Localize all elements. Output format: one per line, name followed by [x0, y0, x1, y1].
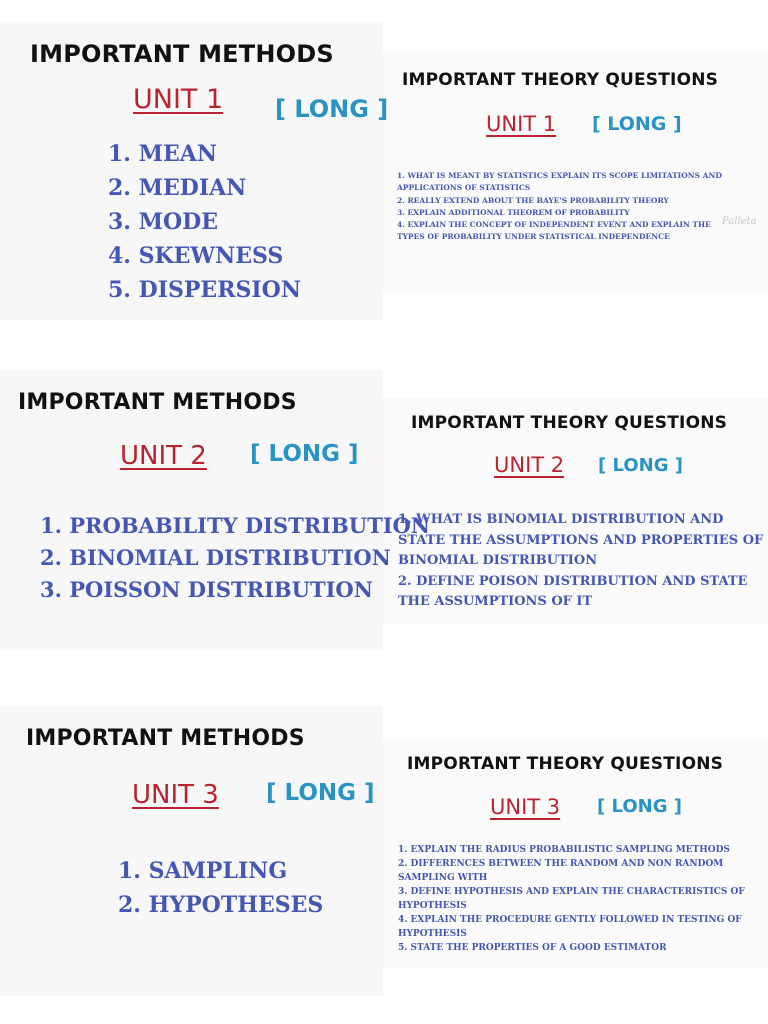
- method-item: 2. HYPOTHESES: [118, 892, 324, 918]
- methods-heading: IMPORTANT METHODS: [18, 390, 297, 415]
- unit-label: UNIT 3: [132, 780, 219, 810]
- long-badge: [ LONG ]: [266, 780, 375, 806]
- long-badge: [ LONG ]: [275, 95, 389, 123]
- methods-heading: IMPORTANT METHODS: [26, 726, 305, 751]
- method-item: 2. BINOMIAL DISTRIBUTION: [40, 545, 391, 570]
- question-item: 1. EXPLAIN THE RADIUS PROBABILISTIC SAMPLING METHODS: [398, 845, 730, 855]
- unit-label: UNIT 2: [120, 441, 207, 471]
- method-item: 2. MEDIAN: [108, 175, 247, 201]
- unit-label: UNIT 1: [133, 84, 224, 115]
- theory-long-badge: [ LONG ]: [592, 113, 682, 135]
- method-item: 1. PROBABILITY DISTRIBUTION: [40, 513, 431, 538]
- theory-question-list: [398, 843, 762, 955]
- question-item: 2. DEFINE POISON DISTRIBUTION AND STATE THE ASSUMPTIONS OF IT: [398, 573, 748, 610]
- question-item: 4. EXPLAIN THE CONCEPT OF INDEPENDENT EVENT AND EXPLAIN THE TYPES OF PROBABILITY UNDER STATISTICAL INDEPENDENCE: [397, 220, 711, 242]
- theory-unit-label: UNIT 1: [486, 112, 557, 136]
- methods-list: [118, 854, 323, 922]
- theory-long-badge: [ LONG ]: [598, 455, 683, 476]
- question-item: 4. EXPLAIN THE PROCEDURE GENTLY FOLLOWED IN TESTING OF HYPOTHESIS: [398, 915, 742, 939]
- method-item: 3. POISSON DISTRIBUTION: [40, 577, 373, 602]
- question-item: 2. REALLY EXTEND ABOUT THE BAYE'S PROBABILITY THEORY: [397, 195, 669, 205]
- methods-heading: IMPORTANT METHODS: [30, 40, 334, 68]
- method-item: 3. MODE: [108, 209, 218, 235]
- method-item: 4. SKEWNESS: [108, 243, 284, 269]
- long-badge: [ LONG ]: [250, 441, 359, 467]
- question-item: 1. WHAT IS MEANT BY STATISTICS EXPLAIN ITS SCOPE LIMITATIONS AND APPLICATIONS OF STATISTICS: [397, 171, 722, 193]
- theory-long-badge: [ LONG ]: [597, 796, 682, 817]
- question-item: 2. DIFFERENCES BETWEEN THE RANDOM AND NON RANDOM SAMPLING WITH: [398, 859, 724, 883]
- theory-question-list: [397, 170, 737, 244]
- watermark: Palleta: [722, 216, 757, 227]
- theory-heading: IMPORTANT THEORY QUESTIONS: [407, 754, 724, 774]
- theory-question-list: [398, 510, 766, 613]
- question-item: 5. STATE THE PROPERTIES OF A GOOD ESTIMATOR: [398, 943, 667, 953]
- theory-unit-label: UNIT 2: [494, 453, 565, 477]
- methods-list: [108, 137, 301, 307]
- method-item: 5. DISPERSION: [108, 277, 301, 303]
- question-item: 3. DEFINE HYPOTHESIS AND EXPLAIN THE CHARACTERISTICS OF HYPOTHESIS: [398, 887, 745, 911]
- method-item: 1. MEAN: [108, 141, 217, 167]
- question-item: 3. EXPLAIN ADDITIONAL THEOREM OF PROBABILITY: [397, 207, 630, 217]
- theory-heading: IMPORTANT THEORY QUESTIONS: [411, 413, 728, 433]
- question-item: 1. WHAT IS BINOMIAL DISTRIBUTION AND STATE THE ASSUMPTIONS AND PROPERTIES OF BINOMIAL DISTRIBUTION: [398, 512, 764, 569]
- method-item: 1. SAMPLING: [118, 858, 288, 884]
- theory-heading: IMPORTANT THEORY QUESTIONS: [402, 70, 719, 90]
- methods-list: [40, 510, 430, 606]
- theory-unit-label: UNIT 3: [490, 795, 561, 819]
